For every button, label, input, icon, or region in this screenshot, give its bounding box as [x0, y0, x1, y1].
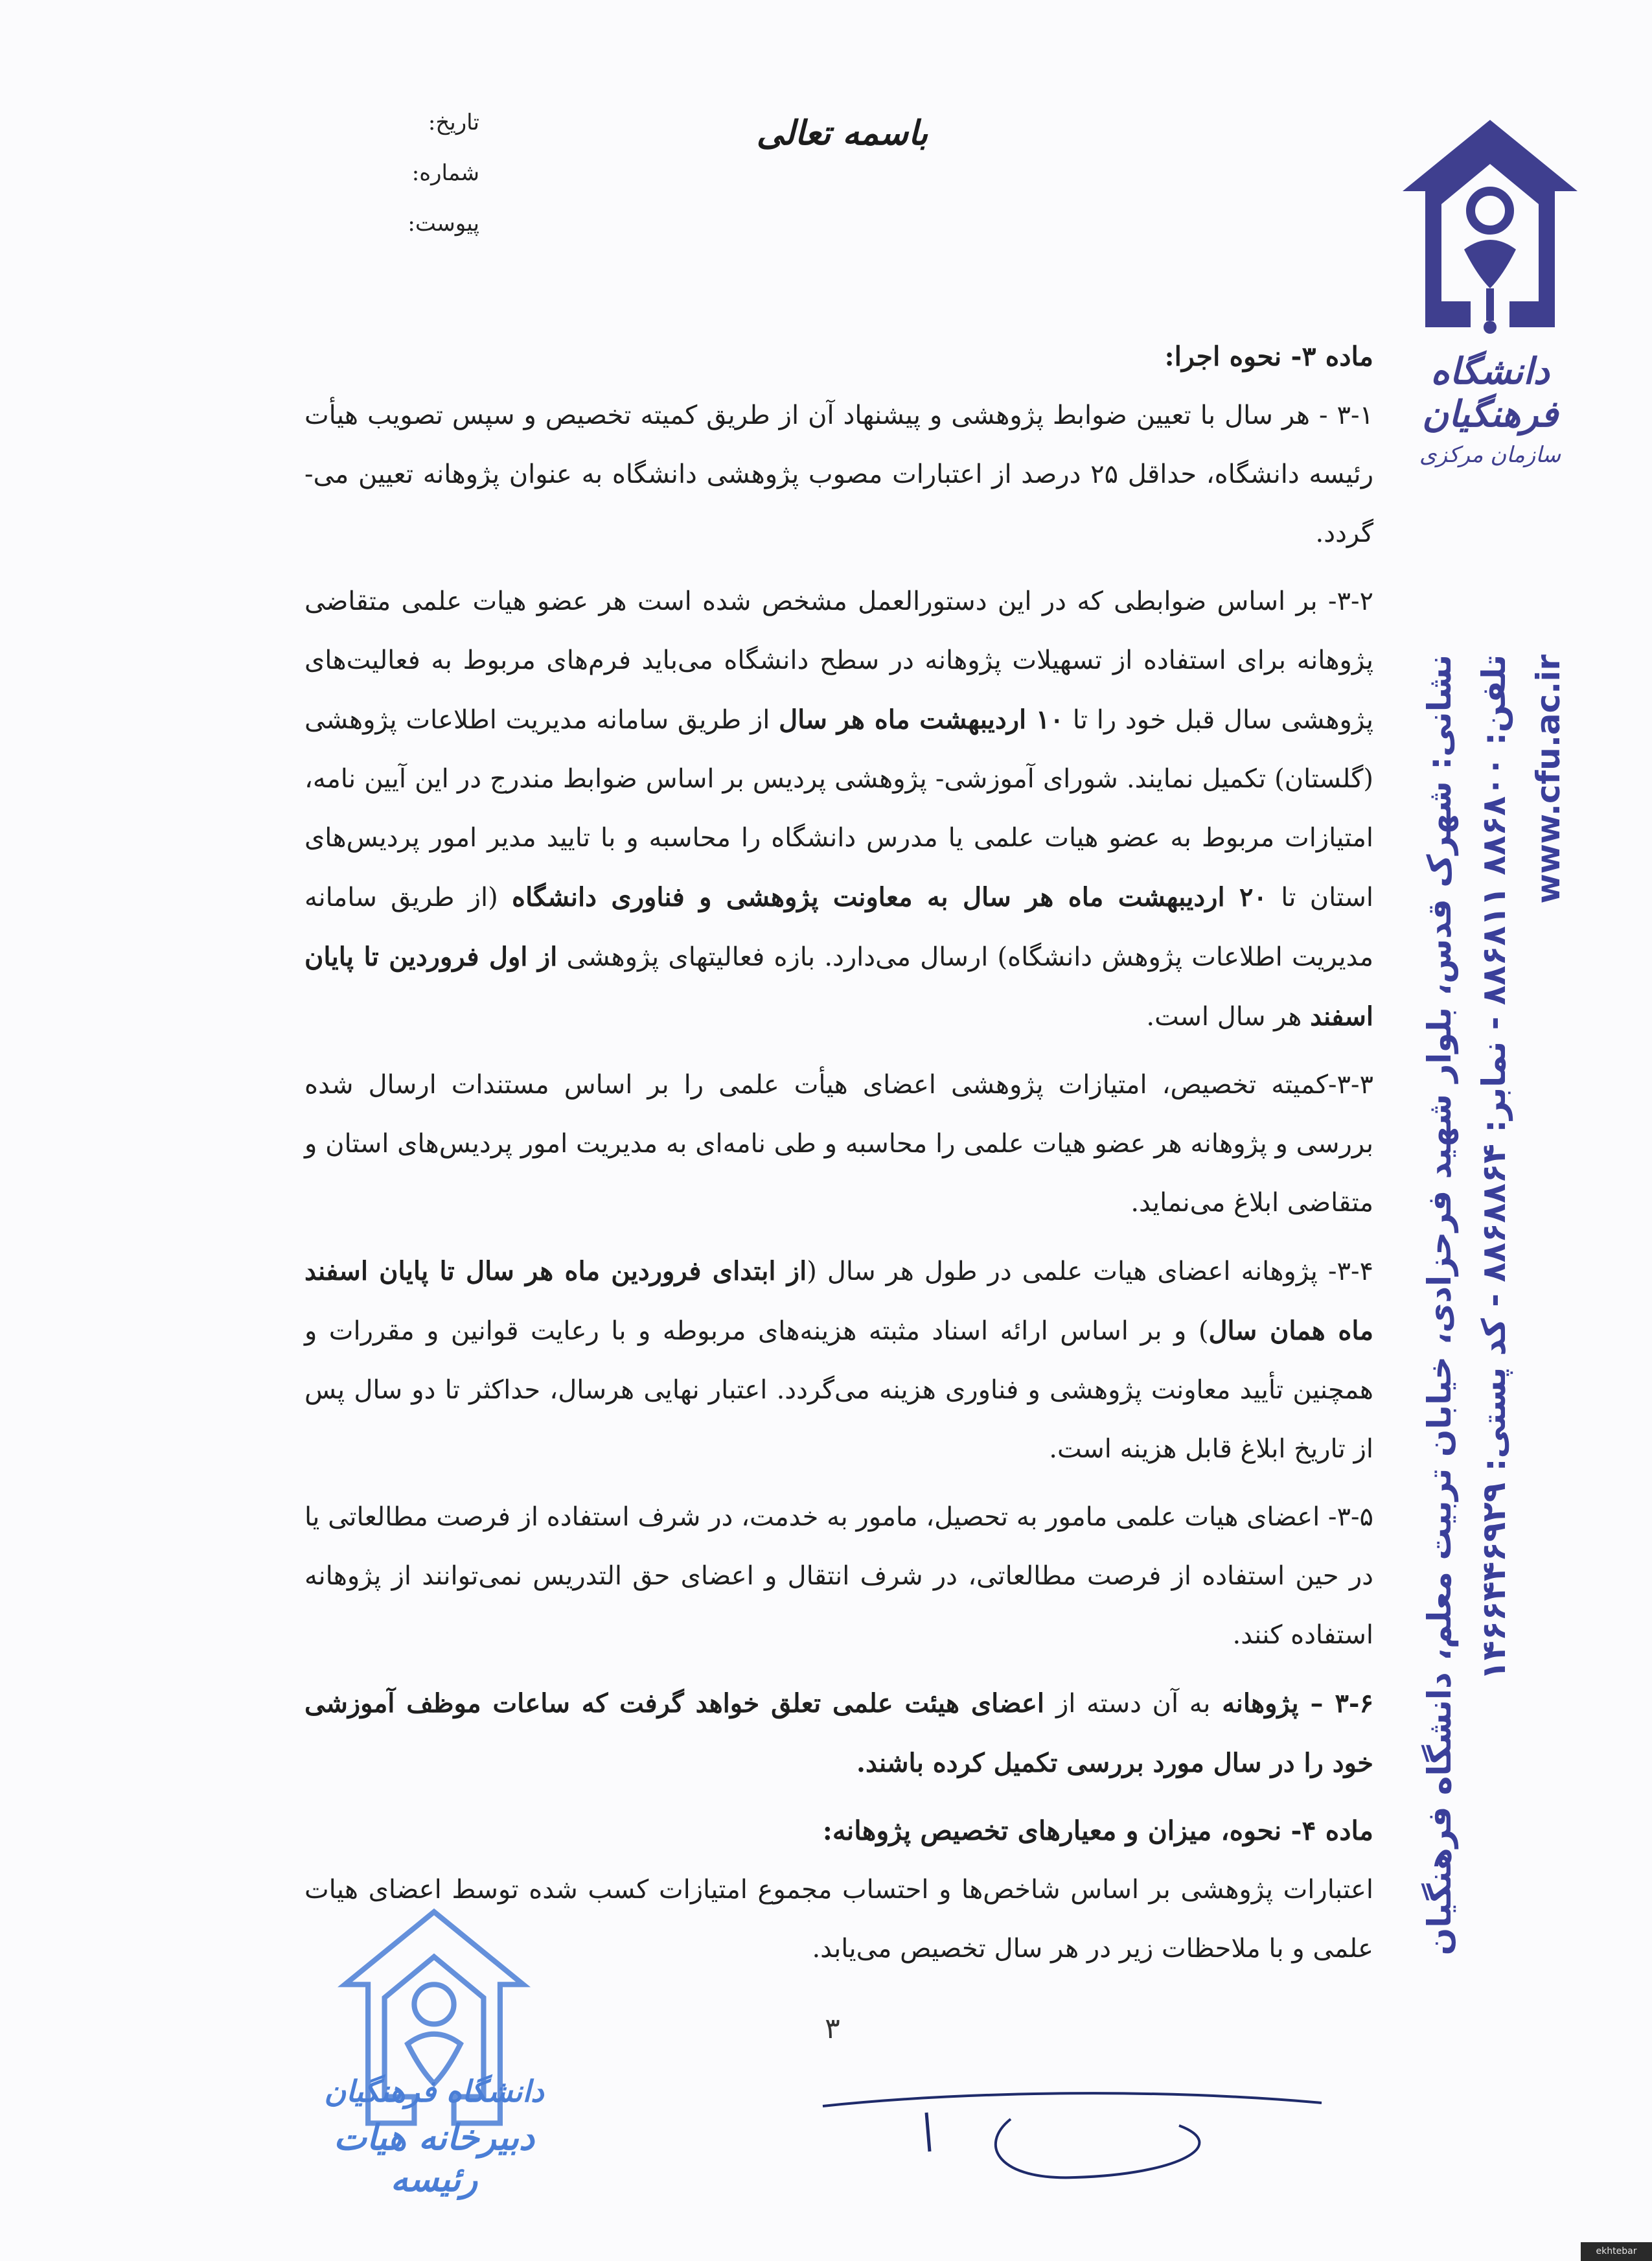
p2-bold-b: ۱۰ اردیبهشت ماه هر سال: [779, 704, 1064, 735]
paragraph-3-3: ۳-۳-کمیته تخصیص، امتیازات پژوهشی اعضای هیأت علمی را بر اساس مستندات ارسال شده بررسی و پژوهانه هر عضو هیات علمی را محاسبه و طی نامه‌ای به مدیریت امور پردیس‌های استان و متقاضی ابلاغ می‌نماید.: [304, 1070, 1373, 1218]
page-number: ۳: [825, 2012, 840, 2045]
meta-attachment-label: پیوست:: [407, 211, 479, 237]
p6-text-a: ۳-۶ –: [1310, 1688, 1374, 1719]
section-3-title: ماده ۳- نحوه اجرا:: [1164, 341, 1373, 372]
section-4-title: ماده ۴- نحوه، میزان و معیارهای تخصیص پژوهانه:: [822, 1815, 1373, 1846]
p2-text-e: (از طریق سامانه مدیریت اطلاعات پژوهش دانشگاه) ارسال می‌دارد. بازه فعالیتهای پژوهشی: [304, 883, 1374, 972]
sidebar-website[interactable]: www.cfu.ac.ir: [1530, 655, 1567, 904]
sidebar-address: نشانی: شهرک قدس، بلوار شهید فرحزادی، خیابان تربیت معلم، دانشگاه فرهنگیان: [1421, 655, 1458, 1956]
paragraph-4: اعتبارات پژوهشی بر اساس شاخص‌ها و احتساب مجموع امتیازات کسب شده توسط اعضای هیات علمی و با ملاحظات زیر در هر سال تخصیص می‌یابد.: [304, 1875, 1373, 1964]
stamp-caption: [311, 2074, 557, 2199]
signature-icon: [816, 2067, 1335, 2184]
paragraph-3-5: ۳-۵- اعضای هیات علمی مامور به تحصیل، مامور به خدمت، در شرف استفاده از فرصت مطالعاتی یا در حین استفاده از فرصت مطالعاتی، در شرف انتقال و اعضای حق التدریس نمی‌توانند از پژوهانه استفاده کنند.: [304, 1502, 1373, 1650]
p2-text-g: هر سال است.: [1146, 1002, 1302, 1032]
paragraph-3-4: [304, 1242, 1373, 1479]
paragraph-3-2: [304, 572, 1373, 1047]
p4-text-c: ) و بر اساس ارائه اسناد مثبته هزینه‌های مربوطه و با رعایت قوانین و مقررات و همچنین تأیید معاونت پژوهشی و فناوری هزینه می‌گردد. اعتبار نهایی هرسال، حداکثر تا دو سال پس از تاریخ ابلاغ قابل هزینه است.: [304, 1316, 1373, 1464]
logo-university-name: دانشگاه فرهنگیان: [1421, 350, 1559, 435]
meta-number-label: شماره:: [411, 160, 479, 186]
footer-watermark: ekhtebar: [1581, 2242, 1652, 2261]
paragraph-3-6: [304, 1674, 1373, 1792]
p6-bold-b: پژوهانه: [1222, 1688, 1299, 1719]
address-sidebar: [1412, 655, 1574, 1956]
p4-text-a: ۳-۴- پژوهانه اعضای هیات علمی در طول هر سال (: [807, 1257, 1373, 1286]
p6-bold-d: اعضای هیئت علمی تعلق خواهد گرفت که ساعات موظف آموزشی خود را در سال مورد بررسی تکمیل کرده باشند.: [304, 1688, 1373, 1778]
p4-bold-b: از ابتدای فروردین ماه هر سال تا پایان اسفند ماه همان سال: [304, 1256, 1373, 1346]
p6-text-c: به آن دسته از: [1055, 1689, 1211, 1719]
logo-caption: [1393, 350, 1587, 468]
letter-body: [304, 327, 1374, 1964]
page-heading: باسمه تعالی: [756, 113, 928, 153]
p2-bold-d: ۲۰ اردیبهشت ماه هر سال به معاونت پژوهشی و فناوری دانشگاه: [511, 882, 1267, 912]
letter-meta: [363, 97, 479, 249]
paragraph-3-1: ۳-۱ - هر سال با تعیین ضوابط پژوهشی و پیشنهاد آن از طریق کمیته تخصیص و سپس تصویب هیأت رئیسه دانشگاه، حداقل ۲۵ درصد از اعتبارات مصوب پژوهشی دانشگاه به عنوان پژوهانه تعیین می-گردد.: [304, 400, 1374, 548]
p2-text-c: از طریق سامانه مدیریت اطلاعات پژوهشی (گلستان) تکمیل نمایند. شورای آموزشی- پژوهشی پردیس بر اساس ضوابط مندرج در این آیین نامه، امتیازات مربوط به عضو هیات علمی یا مدرس دانشگاه را محاسبه و با تایید مدیر امور پردیس‌های استان تا: [304, 705, 1374, 912]
logo-subtitle: سازمان مرکزی: [1419, 442, 1561, 468]
meta-date-label: تاریخ:: [428, 110, 479, 135]
sidebar-phone: تلفن: ۸۸۶۸۰۰ ۸۸۶۸۱۱ - نمابر: ۸۸۶۸۸۶۴ - کد پستی: ۱۴۶۶۴۴۶۹۲۹: [1475, 655, 1513, 1680]
stamp-university-name: دانشگاه فرهنگیان: [324, 2074, 544, 2109]
p2-bold-f: از اول فروردین تا پایان اسفند: [304, 942, 1373, 1032]
stamp-office-name: دبیرخانه هیات رئیسه: [334, 2116, 534, 2199]
p2-text-a: ۳-۲- بر اساس ضوابطی که در این دستورالعمل مشخص شده است هر عضو هیات علمی متقاضی پژوهانه برای استفاده از تسهیلات پژوهانه در سطح دانشگاه می‌باید فرم‌های مربوط به فعالیت‌های پژوهشی سال قبل خود را تا: [304, 586, 1374, 735]
